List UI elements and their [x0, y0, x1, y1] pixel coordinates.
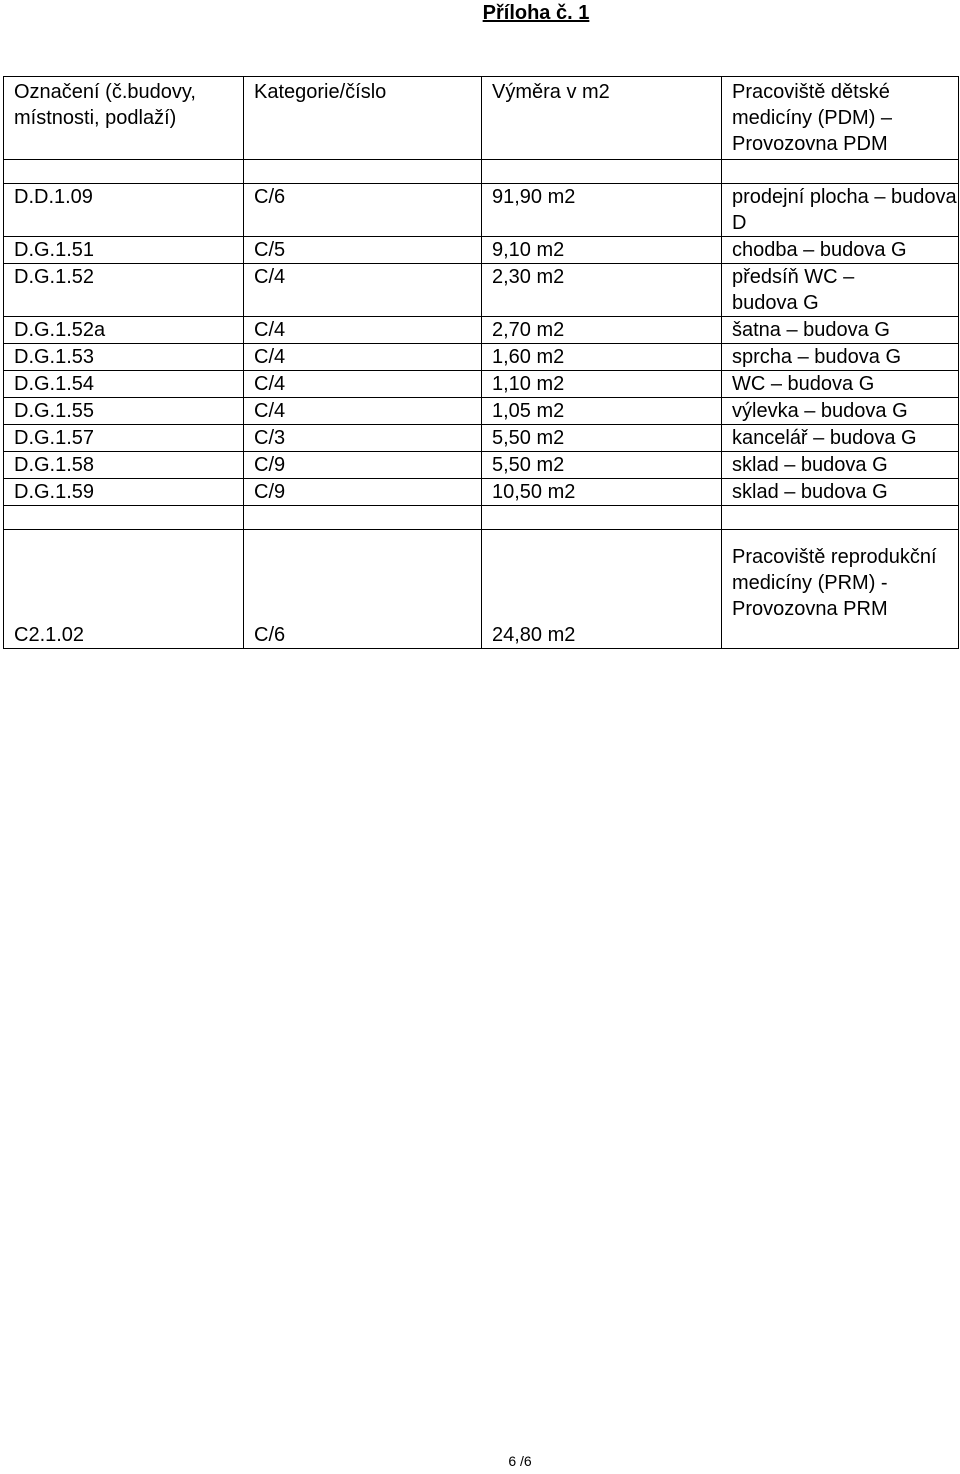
room-category: C/9 [244, 479, 482, 506]
column-header-area: Výměra v m2 [482, 77, 722, 160]
room-purpose: výlevka – budova G [722, 398, 959, 425]
room-purpose: WC – budova G [722, 371, 959, 398]
room-category: C/5 [244, 237, 482, 264]
room-area: 1,05 m2 [482, 398, 722, 425]
room-category: C/4 [244, 344, 482, 371]
empty-cell [244, 160, 482, 184]
column-header-designation: Označení (č.budovy, místnosti, podlaží) [4, 77, 244, 160]
table-row [4, 264, 959, 317]
page-title: Příloha č. 1 [482, 2, 590, 24]
prm-row [4, 530, 959, 649]
room-purpose: kancelář – budova G [722, 425, 959, 452]
room-purpose: sprcha – budova G [722, 344, 959, 371]
table-row [4, 425, 959, 452]
room-designation: D.G.1.57 [4, 425, 244, 452]
room-purpose: chodba – budova G [722, 237, 959, 264]
spacer-row [4, 160, 959, 184]
room-purpose: šatna – budova G [722, 317, 959, 344]
column-header-category: Kategorie/číslo [244, 77, 482, 160]
room-area: 2,30 m2 [482, 264, 722, 317]
room-area: 1,60 m2 [482, 344, 722, 371]
table-row [4, 452, 959, 479]
page-number: 6 /6 [508, 1453, 532, 1469]
room-designation: D.G.1.54 [4, 371, 244, 398]
room-designation: C2.1.02 [4, 530, 244, 649]
table-header-row [4, 77, 959, 160]
room-designation: D.G.1.55 [4, 398, 244, 425]
room-area: 1,10 m2 [482, 371, 722, 398]
room-designation: D.G.1.52a [4, 317, 244, 344]
room-purpose: předsíň WC – budova G [722, 264, 959, 317]
room-purpose: sklad – budova G [722, 479, 959, 506]
room-designation: D.D.1.09 [4, 184, 244, 237]
spacer-row [4, 506, 959, 530]
table-row [4, 344, 959, 371]
room-area: 91,90 m2 [482, 184, 722, 237]
room-designation: D.G.1.53 [4, 344, 244, 371]
prm-section-heading: Pracoviště reprodukční medicíny (PRM) - Provozovna PRM [722, 530, 959, 649]
empty-cell [244, 506, 482, 530]
room-designation: D.G.1.51 [4, 237, 244, 264]
table-row [4, 184, 959, 237]
room-category: C/6 [244, 530, 482, 649]
table-row [4, 317, 959, 344]
room-category: C/4 [244, 317, 482, 344]
premises-table [3, 76, 959, 649]
room-category: C/6 [244, 184, 482, 237]
room-area: 10,50 m2 [482, 479, 722, 506]
room-area: 5,50 m2 [482, 452, 722, 479]
room-category: C/9 [244, 452, 482, 479]
empty-cell [722, 506, 959, 530]
room-purpose: prodejní plocha – budova D [722, 184, 959, 237]
empty-cell [482, 506, 722, 530]
table-row [4, 371, 959, 398]
empty-cell [722, 160, 959, 184]
room-category: C/3 [244, 425, 482, 452]
room-category: C/4 [244, 264, 482, 317]
room-category: C/4 [244, 371, 482, 398]
table-row [4, 398, 959, 425]
room-area: 2,70 m2 [482, 317, 722, 344]
column-header-pdm: Pracoviště dětské medicíny (PDM) – Provozovna PDM [722, 77, 959, 160]
room-purpose: sklad – budova G [722, 452, 959, 479]
room-area: 5,50 m2 [482, 425, 722, 452]
room-category: C/4 [244, 398, 482, 425]
empty-cell [4, 160, 244, 184]
room-designation: D.G.1.58 [4, 452, 244, 479]
empty-cell [4, 506, 244, 530]
empty-cell [482, 160, 722, 184]
room-designation: D.G.1.52 [4, 264, 244, 317]
room-designation: D.G.1.59 [4, 479, 244, 506]
table-row [4, 479, 959, 506]
table-row [4, 237, 959, 264]
room-area: 9,10 m2 [482, 237, 722, 264]
room-area: 24,80 m2 [482, 530, 722, 649]
